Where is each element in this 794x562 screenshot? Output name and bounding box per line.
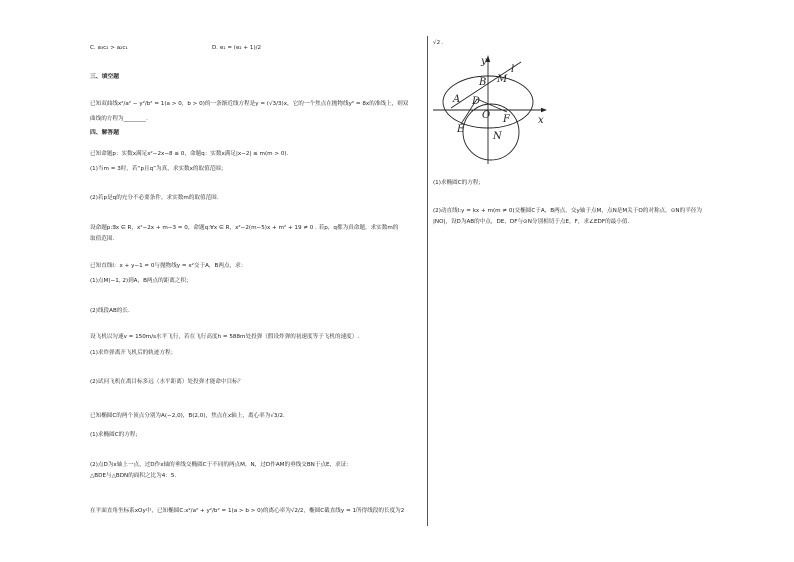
question-5-stem: 已知椭圆C的两个顶点分别为A(−2,0)，B(2,0)，焦点在x轴上，离心率为√3/2.: [90, 413, 285, 419]
column-divider: [427, 36, 428, 526]
section-heading-solutions: 四、解答题: [90, 130, 119, 136]
question-4-stem: 设飞机以匀速v = 150m/s水平飞行，若在飞行高度h = 588m处投弹（假设炸弹的初速度等于飞机的速度）.: [90, 334, 360, 340]
circle-n: [463, 104, 519, 160]
choice-d: D. e₁ = (e₂ + 1)/2: [212, 45, 262, 51]
question-hyperbola-line2: 曲线的方程为________.: [90, 116, 148, 122]
label-m: M: [497, 74, 508, 85]
label-y: y: [481, 56, 487, 67]
question-3-part-1: (1)点M(−1, 2)到A，B两点的距离之积；: [90, 278, 192, 284]
label-e: E: [457, 124, 465, 135]
question-2-line1: 设命题p:∃x ∈ R，x²−2x + m−3 = 0，命题q:∀x ∈ R，x²−2(m−5)x + m² + 19 ≠ 0 . 若p，q都为真命题，求实数m的: [90, 225, 399, 231]
question-6-part-1: (1)求椭圆C的方程；: [433, 180, 484, 186]
question-3-part-2: (2)线段AB的长.: [90, 308, 130, 314]
question-5-part-1: (1)求椭圆C的方程；: [90, 432, 141, 438]
label-f: F: [503, 114, 510, 125]
question-6-part-2-line2: |NO|，设D为AB的中点，DE，DF与⊙N分别相切于点E，F，求∠EDF的最小值.: [433, 219, 630, 225]
question-6-stem: 在平面直角坐标系xOy中，已知椭圆C:x²/a² + y²/b² = 1(a > b > 0)的离心率为√2/2，椭圆C截直线y = 1所得线段的长度为2: [90, 508, 405, 514]
question-5-part-2-line1: (2)点D为x轴上一点，过D作x轴的垂线交椭圆C于不同的两点M，N，过D作AM的垂线交BN于点E，求证：: [90, 462, 352, 468]
label-d: D: [472, 96, 481, 107]
question-6-continuation: √2 .: [433, 40, 444, 46]
choice-c: C. a₃c₂ > a₂c₁: [90, 45, 128, 51]
ellipse-circle-figure: [433, 52, 549, 170]
label-a: A: [453, 94, 461, 105]
label-n: N: [493, 131, 502, 142]
x-axis-arrow-icon: [541, 108, 547, 112]
label-o: O: [482, 110, 491, 121]
label-x: x: [538, 115, 544, 126]
question-hyperbola-line1: 已知双曲线x²/a² − y²/b² = 1(a > 0，b > 0)的一条渐近线方程是y = (√3/3)x，它的一个焦点在抛物线y² = 8x的准线上，则双: [90, 101, 409, 107]
question-1-stem: 已知命题p：实数x满足x²−2x−8 ≤ 0，命题q：实数x满足|x−2| ≤ m(m > 0).: [90, 151, 289, 157]
question-1-part-2: (2)若p是q的充分不必要条件，求实数m的取值范围.: [90, 195, 219, 201]
label-l: l: [511, 64, 515, 75]
question-2-line2: 取值范围.: [90, 236, 115, 242]
question-3-stem: 已知直线l：x + y−1 = 0与抛物线y = x²交于A，B两点，求：: [90, 263, 247, 269]
question-1-part-1: (1)当m = 3时，若“p且q”为真，求实数x的取值范围；: [90, 166, 227, 172]
section-heading-fill-in: 三、填空题: [90, 74, 119, 80]
question-4-part-2: (2)试问飞机在离目标多远（水平距离）处投弹才能命中目标？: [90, 379, 244, 385]
question-6-part-2-line1: (2)动直线l:y = kx + m(m ≠ 0)交椭圆C于A，B两点，交y轴于点M，点N是M关于O的对称点，⊙N的半径为: [433, 208, 702, 214]
question-4-part-1: (1)求炸弹离开飞机后的轨迹方程；: [90, 350, 177, 356]
question-5-part-2-line2: △BDE与△BDN的面积之比为4：5.: [90, 473, 177, 479]
label-b: B: [479, 77, 487, 88]
